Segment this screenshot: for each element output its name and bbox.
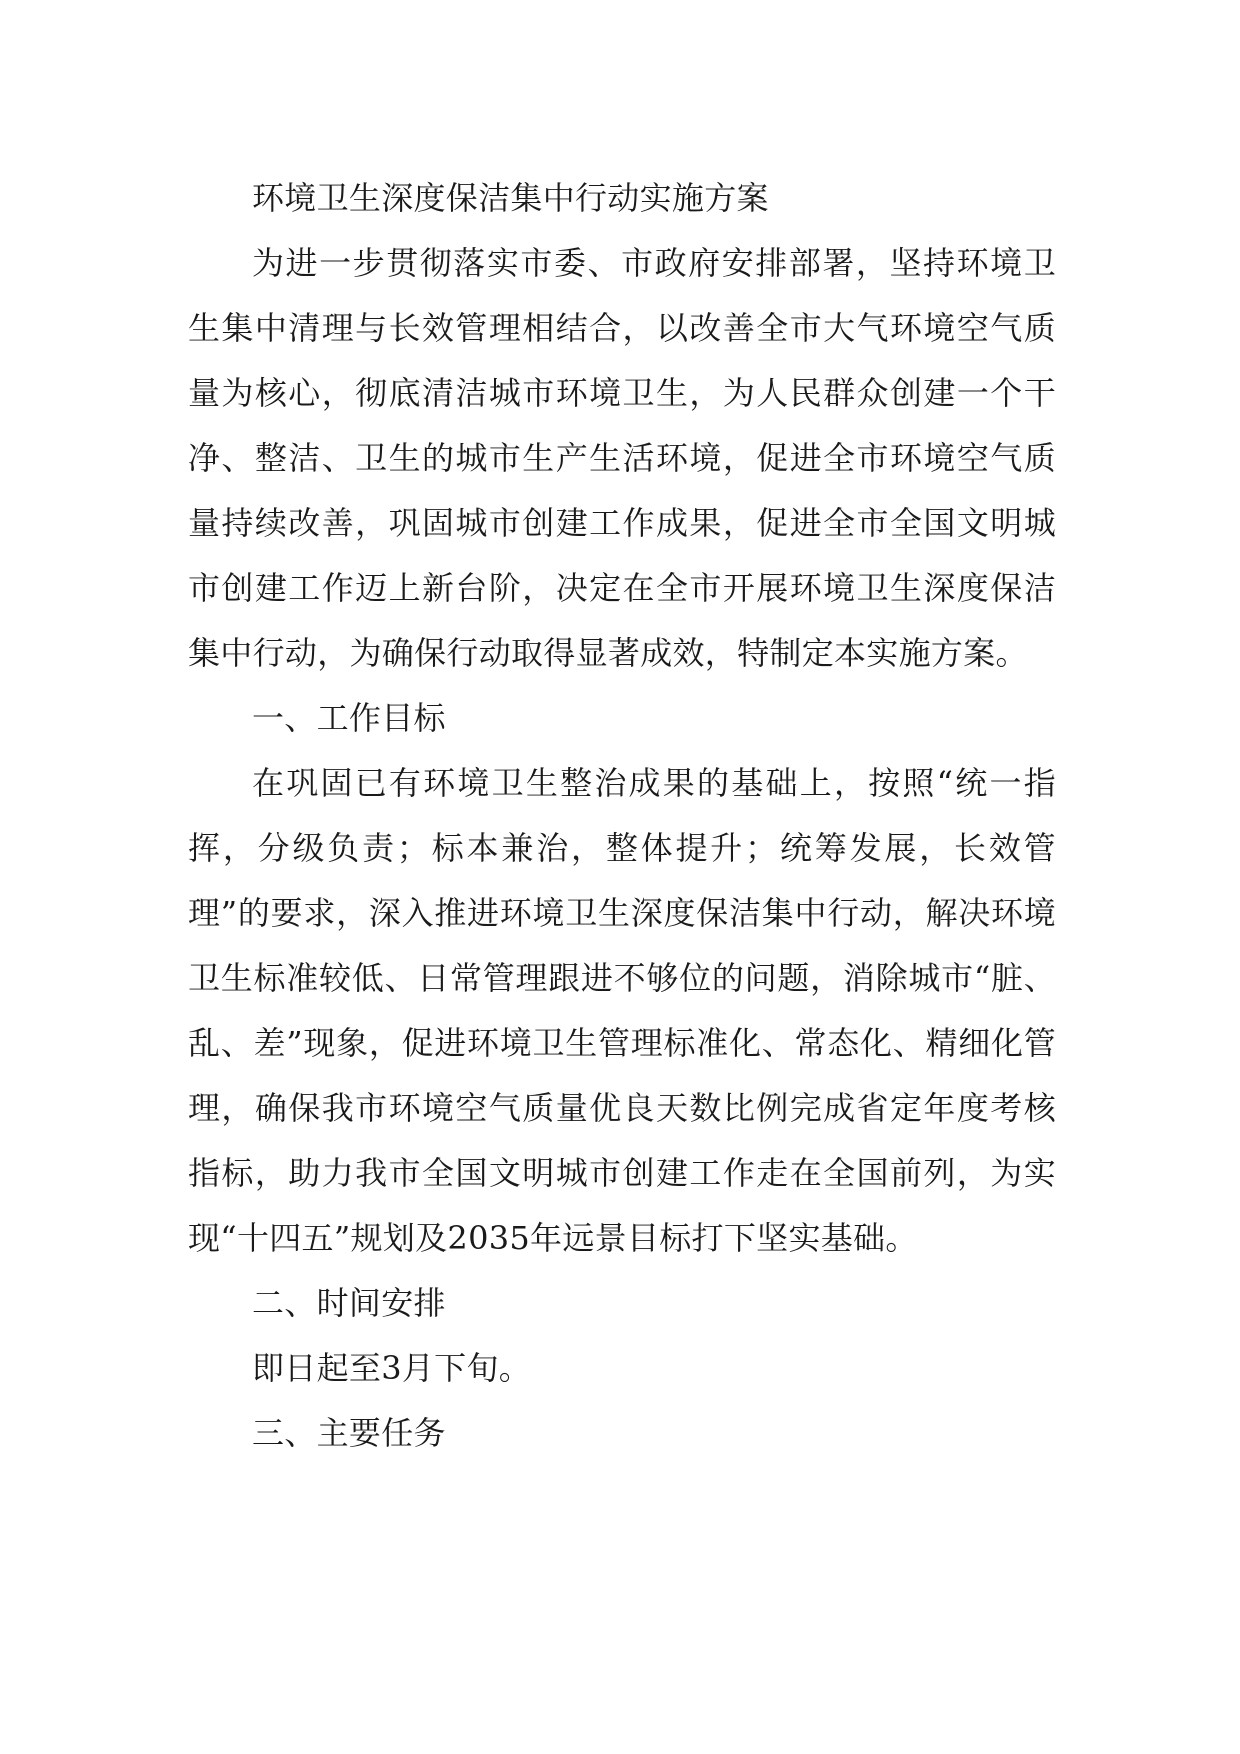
section-heading-schedule: 二、时间安排 bbox=[252, 1284, 446, 1322]
section-heading-tasks: 三、主要任务 bbox=[252, 1414, 446, 1452]
goals-paragraph: 在巩固已有环境卫生整治成果的基础上，按照“统一指挥，分级负责；标本兼治，整体提升；统筹发展，长效管理”的要求，深入推进环境卫生深度保洁集中行动，解决环境卫生标准较低、日常管理跟进不够位的问题，消除城市“脏、乱、差”现象，促进环境卫生管理标准化、常态化、精细化管理，确保我市环境空气质量优良天数比例完成省定年度考核指标，助力我市全国文明城市创建工作走在全国前列，为实现“十四五”规划及2035年远景目标打下坚实基础。 bbox=[188, 764, 1056, 1257]
document-body bbox=[188, 166, 1056, 1466]
document-title: 环境卫生深度保洁集中行动实施方案 bbox=[252, 179, 769, 217]
section-heading-goals: 一、工作目标 bbox=[252, 699, 446, 737]
schedule-paragraph: 即日起至3月下旬。 bbox=[252, 1349, 532, 1387]
intro-paragraph: 为进一步贯彻落实市委、市政府安排部署，坚持环境卫生集中清理与长效管理相结合，以改善全市大气环境空气质量为核心，彻底清洁城市环境卫生，为人民群众创建一个干净、整洁、卫生的城市生产生活环境，促进全市环境空气质量持续改善，巩固城市创建工作成果，促进全市全国文明城市创建工作迈上新台阶，决定在全市开展环境卫生深度保洁集中行动，为确保行动取得显著成效，特制定本实施方案。 bbox=[188, 244, 1056, 672]
